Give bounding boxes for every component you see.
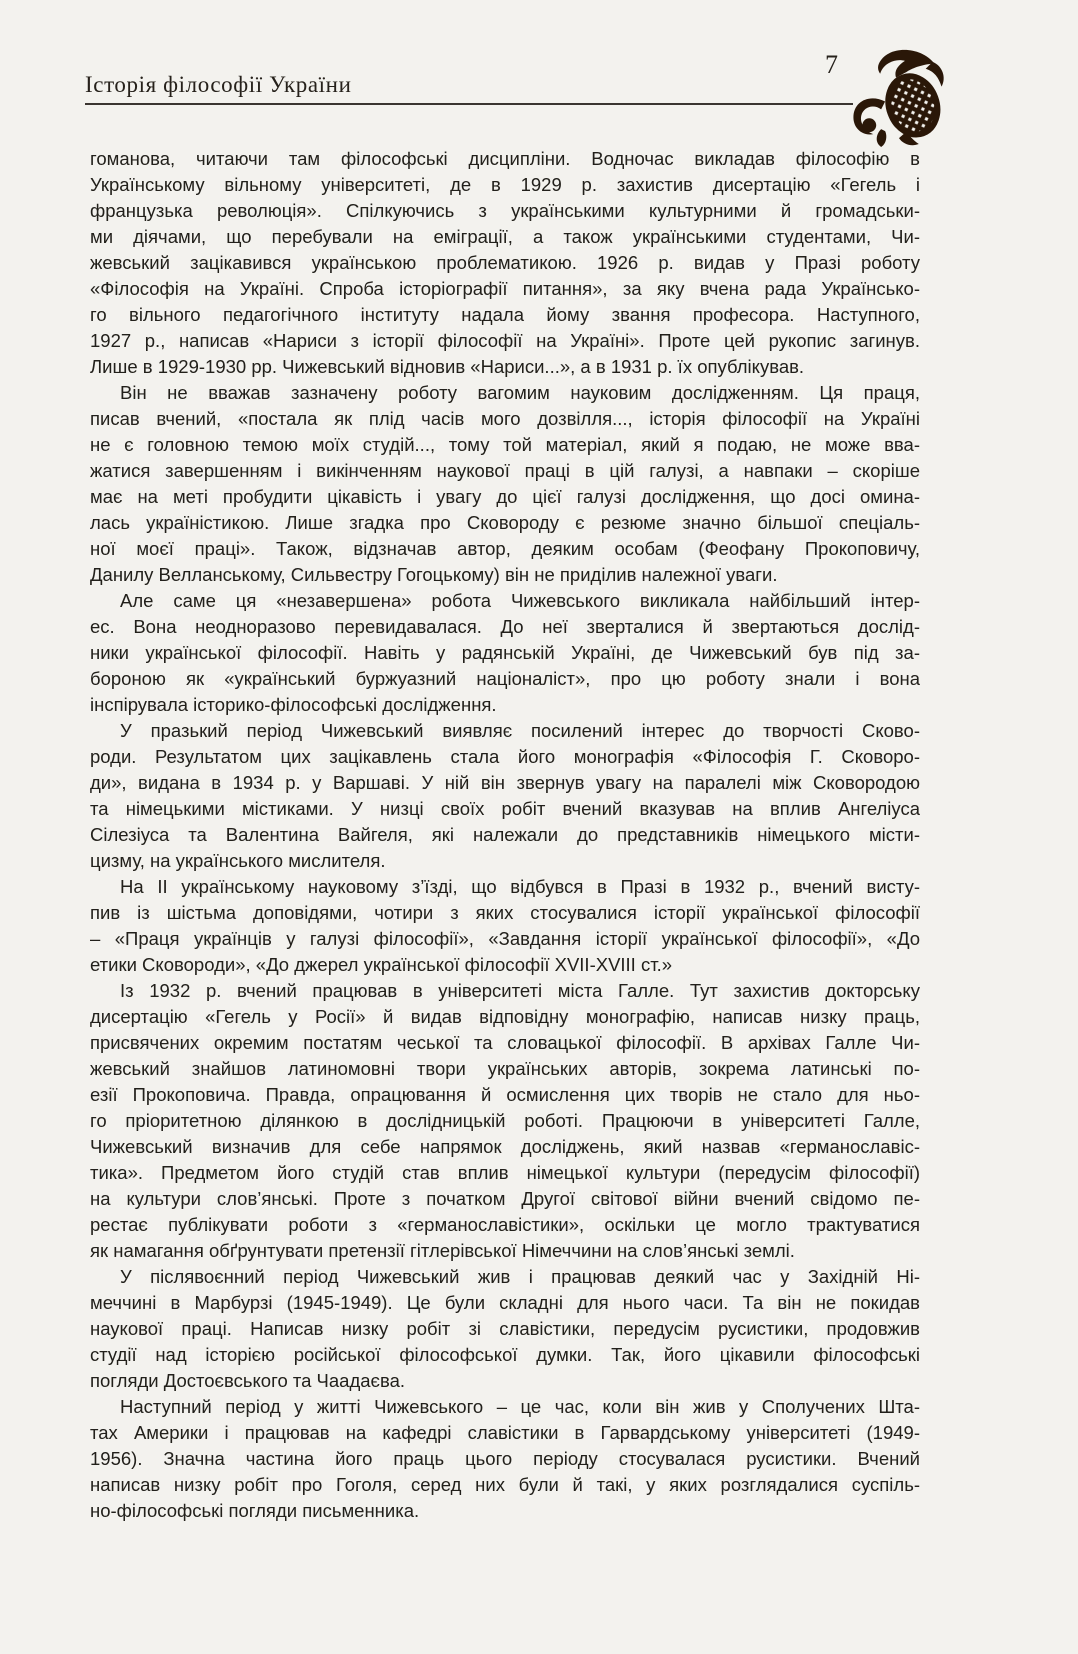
text-line: ми діячами, що перебували на еміграції, а також українськими студентами, Чи- [90,226,920,247]
text-line: роди. Результатом цих зацікавлень стала його монографія «Філософія Г. Сковоро- [90,746,920,767]
text-line: Данилу Велланському, Сильвестру Гогоцькому) він не приділив належної уваги. [90,564,778,585]
text-line: жатися завершенням і викінченням наукової праці в цій галузі, а навпаки – скоріше [90,460,920,481]
text-line: студії над історією російської філософської думки. Так, його цікавили філософські [90,1344,920,1365]
text-line: рестає публікувати роботи з «германославістики», оскільки це могло трактуватися [90,1214,920,1235]
text-line: написав низку робіт про Гоголя, серед них були й такі, у яких розглядалися суспіль- [90,1474,920,1495]
text-line: ди», видана в 1934 р. у Варшаві. У ній він звернув увагу на паралелі між Сковородою [90,772,920,793]
text-line: етики Сковороди», «До джерел української філософії XVII-XVIII ст.» [90,954,673,975]
text-line: Із 1932 р. вчений працював в університеті міста Галле. Тут захистив докторську [120,980,920,1001]
text-line: «Філософія на Україні. Спроба історіографії питання», за яку вчена рада Українсько- [90,278,920,299]
paragraph [90,588,920,718]
text-line: Українському вільному університеті, де в 1929 р. захистив дисертацію «Гегель і [90,174,920,195]
text-line: На II українському науковому з’їзді, що відбувся в Празі в 1932 р., вчений висту- [120,876,920,897]
text-line: ної моєї праці». Також, відзначав автор, деяким особам (Феофану Прокоповичу, [90,538,920,559]
paragraph [90,1394,920,1524]
text-line: погляди Достоєвського та Чаадаєва. [90,1370,406,1391]
text-line: 1927 р., написав «Нариси з історії філософії на Україні». Проте цей рукопис загинув. [90,330,920,351]
text-line: присвячених окремим постатям чеської та словацької філософії. В архівах Галле Чи- [90,1032,920,1053]
header-rule [85,103,853,105]
text-line: меччині в Марбурзі (1945-1949). Це були складні для нього часи. Та він не покидав [90,1292,920,1313]
text-line: езії Прокоповича. Правда, опрацювання й осмислення цих творів не стало для ньо- [90,1084,920,1105]
text-line: жевський зацікавився українською проблематикою. 1926 р. видав у Празі роботу [90,252,920,273]
text-line: – «Праця українців у галузі філософії», «Завдання історії української філософії», «До [90,928,920,949]
text-line: пив із шістьма доповідями, чотири з яких стосувалися історії української філософії [90,902,920,923]
page-number: 7 [825,50,838,79]
text-line: ес. Вона неодноразово перевидавалася. До неї зверталися й звертаються дослід- [90,616,920,637]
text-line: інспірувала історико-філософські дослідження. [90,694,497,715]
text-line: не є головною темою моїх студій..., тому той матеріал, який я подаю, не може вва- [90,434,920,455]
text-line: Чижевський визначив для себе напрямок досліджень, який назвав «германославіс- [90,1136,920,1157]
text-line: тика». Предметом його студій став вплив німецької культури (передусім філософії) [90,1162,920,1183]
text-line: наукової праці. Написав низку робіт зі славістики, передусім русистики, продовжив [90,1318,920,1339]
text-line: має на меті пробудити цікавість і увагу до цієї галузі дослідження, що досі омина- [90,486,920,507]
text-line: тах Америки і працював на кафедрі славістики в Гарвардському університеті (1949- [90,1422,920,1443]
paragraph [90,978,920,1264]
text-line: Наступний період у житті Чижевського – це час, коли він жив у Сполучених Шта- [120,1396,920,1417]
text-line: го вільного педагогічного інституту надала йому звання професора. Наступного, [90,304,920,325]
text-line: го пріоритетною ділянкою в дослідницькій роботі. Працюючи в університеті Галле, [90,1110,920,1131]
page-body [90,146,920,1524]
text-line: та німецькими містиками. У низці своїх робіт вчений вказував на вплив Ангеліуса [90,798,920,819]
text-line: дисертацію «Гегель у Росії» й видав відповідну монографію, написав низку праць, [90,1006,920,1027]
text-line: Він не вважав зазначену роботу вагомим науковим дослідженням. Ця праця, [120,382,920,403]
text-line: жевський знайшов латиномовні твори українських авторів, зокрема латинські по- [90,1058,920,1079]
paragraph [90,1264,920,1394]
text-line: цизму, на українського мислителя. [90,850,386,871]
text-line: як намагання обґрунтувати претензії гітлерівської Німеччини на слов’янські землі. [90,1240,795,1261]
text-line: лась україністикою. Лише згадка про Сковороду є резюме значно більшої спеціаль- [90,512,920,533]
paragraph [90,380,920,588]
text-line: ники української філософії. Навіть у радянській Україні, де Чижевський був під за- [90,642,920,663]
text-line: У празький період Чижевський виявляє посилений інтерес до творчості Сково- [120,720,920,741]
text-line: на культури слов’янські. Проте з початком Другої світової війни вчений свідомо пе- [90,1188,920,1209]
text-line: но-філософські погляди письменника. [90,1500,420,1521]
text-line: Лише в 1929-1930 рр. Чижевський відновив «Нариси...», а в 1931 р. їх опублікував. [90,356,805,377]
paragraph [90,146,920,380]
paragraph [90,874,920,978]
text-line: Але саме ця «незавершена» робота Чижевського викликала найбільший інтер- [120,590,920,611]
text-line: французька революція». Спілкуючись з українськими культурними й громадськи- [90,200,920,221]
text-line: 1956). Значна частина його праць цього періоду стосувалася русистики. Вчений [90,1448,920,1469]
running-head-title: Історія філософії України [85,72,352,97]
folk-floral-ornament-icon [846,44,948,148]
text-line: гоманова, читаючи там філософські дисципліни. Водночас викладав філософію в [90,148,920,169]
text-line: Сілезіуса та Валентина Вайгеля, які належали до представників німецького місти- [90,824,920,845]
text-line: бороною як «український буржуазний націоналіст», про цю роботу знали і вона [90,668,920,689]
text-line: писав вчений, «постала як плід часів мого дозвілля..., історія філософії на Україні [90,408,920,429]
text-line: У післявоєнний період Чижевський жив і працював деякий час у Західній Ні- [120,1266,920,1287]
paragraph [90,718,920,874]
